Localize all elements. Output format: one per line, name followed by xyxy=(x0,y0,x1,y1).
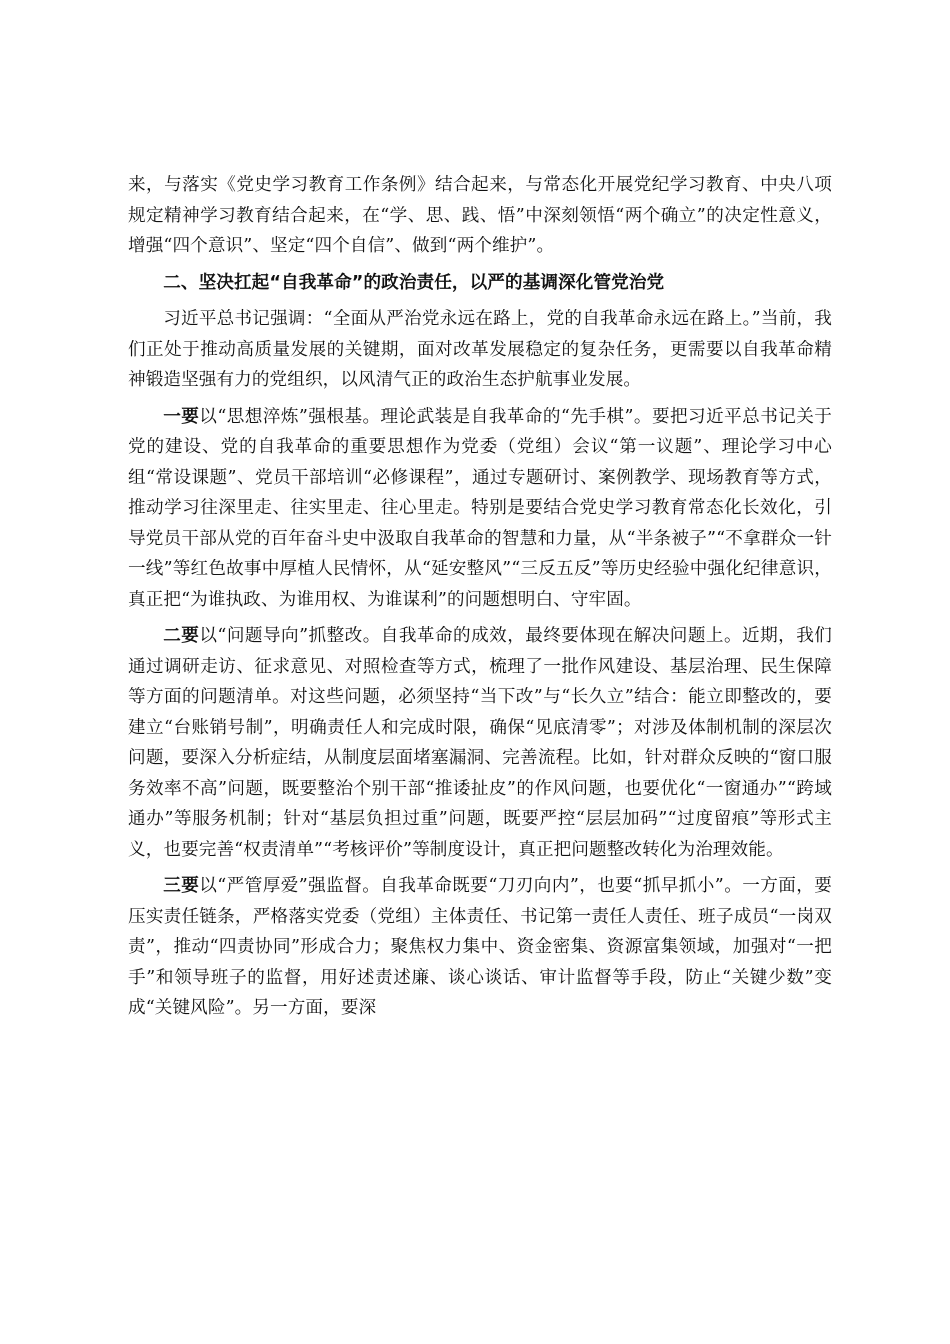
paragraph-point-one xyxy=(128,402,832,616)
section-heading xyxy=(128,268,832,299)
section-heading-text: 二、坚决扛起“自我革命”的政治责任，以严的基调深化管党治党 xyxy=(163,272,665,293)
paragraph-lead: 三要 xyxy=(163,876,200,896)
paragraph-text: 以“问题导向”抓整改。自我革命的成效，最终要体现在解决问题上。近期，我们通过调研走访、征求意见、对照检查等方式，梳理了一批作风建设、基层治理、民生保障等方面的问题清单。对这些问题，必须坚持“当下改”与“长久立”结合：能立即整改的，要建立“台账销号制”，明确责任人和完成时限，确保“见底清零”；对涉及体制机制的深层次问题，要深入分析症结，从制度层面堵塞漏洞、完善流程。比如，针对群众反映的“窗口服务效率不高”问题，既要整治个别干部“推诿扯皮”的作风问题，也要优化“一窗通办”“跨域通办”等服务机制；针对“基层负担过重”问题，既要严控“层层加码”“过度留痕”等形式主义，也要完善“权责清单”“考核评价”等制度设计，真正把问题整改转化为治理效能。 xyxy=(128,626,832,860)
paragraph-continuation xyxy=(128,170,832,262)
paragraph-text: 以“严管厚爱”强监督。自我革命既要“刀刃向内”，也要“抓早抓小”。一方面，要压实责任链条，严格落实党委（党组）主体责任、书记第一责任人责任、班子成员“一岗双责”，推动“四责协同”形成合力；聚焦权力集中、资金密集、资源富集领域，加强对“一把手”和领导班子的监督，用好述责述廉、谈心谈话、审计监督等手段，防止“关键少数”变成“关键风险”。另一方面，要深 xyxy=(128,876,832,1018)
paragraph-point-three xyxy=(128,871,832,1024)
document-body xyxy=(128,170,832,1024)
paragraph-text: 以“思想淬炼”强根基。理论武装是自我革命的“先手棋”。要把习近平总书记关于党的建设、党的自我革命的重要思想作为党委（党组）会议“第一议题”、理论学习中心组“常设课题”、党员干部培训“必修课程”，通过专题研讨、案例教学、现场教育等方式，推动学习往深里走、往实里走、往心里走。特别是要结合党史学习教育常态化长效化，引导党员干部从党的百年奋斗史中汲取自我革命的智慧和力量，从“半条被子”“不拿群众一针一线”等红色故事中厚植人民情怀，从“延安整风”“三反五反”等历史经验中强化纪律意识，真正把“为谁执政、为谁用权、为谁谋利”的问题想明白、守牢固。 xyxy=(128,406,833,610)
paragraph-intro xyxy=(128,304,832,396)
paragraph-text: 习近平总书记强调：“全面从严治党永远在路上，党的自我革命永远在路上。”当前，我们正处于推动高质量发展的关键期，面对改革发展稳定的复杂任务，更需要以自我革命精神锻造坚强有力的党组织，以风清气正的政治生态护航事业发展。 xyxy=(128,309,832,390)
paragraph-lead: 一要 xyxy=(163,406,200,427)
paragraph-point-two xyxy=(128,621,832,865)
paragraph-lead: 二要 xyxy=(163,626,200,646)
paragraph-text: 来，与落实《党史学习教育工作条例》结合起来，与常态化开展党纪学习教育、中央八项规定精神学习教育结合起来，在“学、思、践、悟”中深刻领悟“两个确立”的决定性意义，增强“四个意识”、坚定“四个自信”、做到“两个维护”。 xyxy=(128,175,832,256)
